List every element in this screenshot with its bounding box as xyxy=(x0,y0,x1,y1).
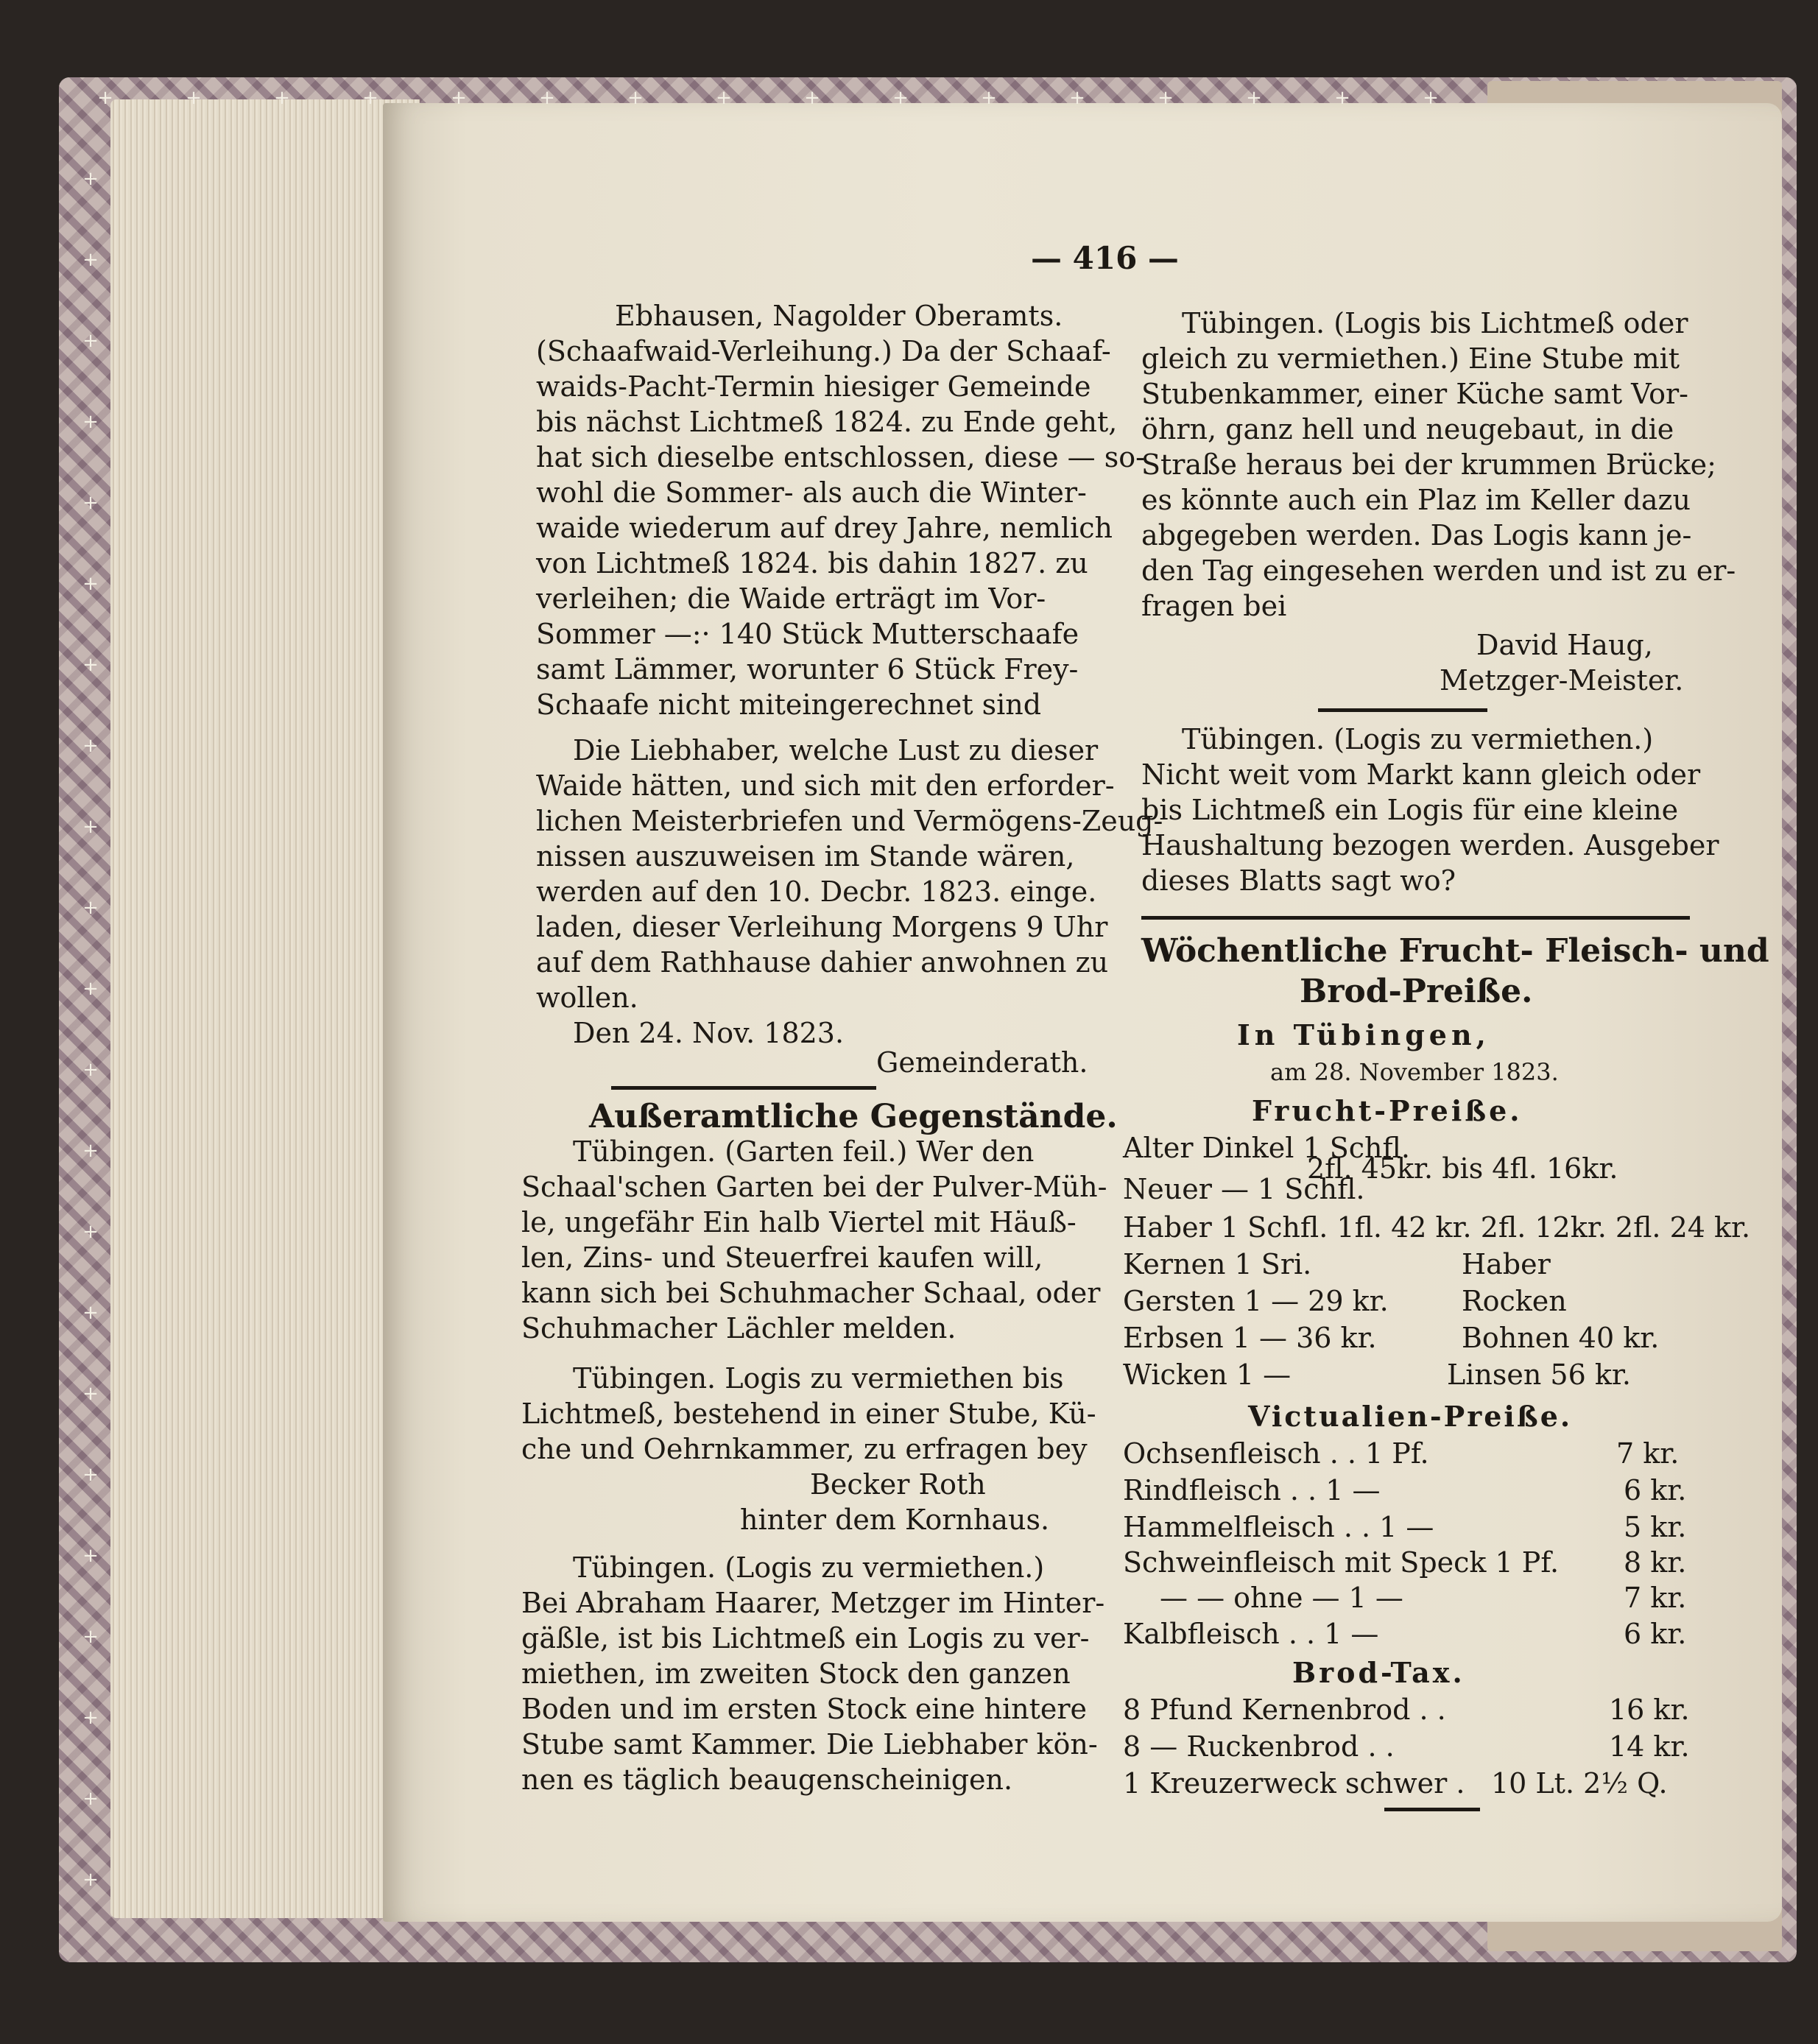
cover-cross-icon: + xyxy=(82,978,99,1000)
section-rule xyxy=(1384,1808,1480,1811)
price-value: 7 kr. xyxy=(1616,1437,1680,1470)
text-line: Schaal'schen Garten bei der Pulver-Müh- xyxy=(521,1171,1107,1203)
price-row: Haber 1 Schfl. 1fl. 42 kr. 2fl. 12kr. 2fl. 24 kr. xyxy=(1123,1211,1751,1244)
cover-cross-icon: + xyxy=(82,1788,99,1810)
cover-cross-icon: + xyxy=(1334,87,1350,109)
heading-ebhausen: Ebhausen, Nagolder Oberamts. xyxy=(615,300,1063,332)
text-line: len, Zins- und Steuerfrei kaufen will, xyxy=(521,1241,1043,1274)
section-rule xyxy=(1141,916,1690,920)
text-line: le, ungefähr Ein halb Viertel mit Häuß- xyxy=(521,1206,1077,1238)
text-line: Die Liebhaber, welche Lust zu dieser xyxy=(573,734,1099,766)
cover-cross-icon: + xyxy=(981,87,997,109)
text-line: lichen Meisterbriefen und Vermögens-Zeug- xyxy=(536,805,1163,837)
price-value: 7 kr. xyxy=(1624,1582,1687,1614)
text-line: Metzger-Meister. xyxy=(1440,664,1684,697)
cover-cross-icon: + xyxy=(82,411,99,433)
date-line: Den 24. Nov. 1823. xyxy=(573,1017,845,1049)
price-row: Erbsen 1 — 36 kr. xyxy=(1123,1322,1377,1354)
subheading: Frucht-Preiße. xyxy=(1252,1094,1523,1127)
signature-gemeinderath: Gemeinderath. xyxy=(876,1046,1088,1079)
text-line: Schaafe nicht miteingerechnet sind xyxy=(536,688,1042,721)
cover-cross-icon: + xyxy=(82,1059,99,1081)
page-number: — 416 — xyxy=(1031,240,1179,276)
cover-cross-icon: + xyxy=(82,1302,99,1324)
text-line: hat sich dieselbe entschlossen, diese — so- xyxy=(536,441,1145,473)
text-line: Straße heraus bei der krummen Brücke; xyxy=(1141,448,1716,481)
text-line: laden, dieser Verleihung Morgens 9 Uhr xyxy=(536,911,1108,943)
text-line: David Haug, xyxy=(1476,629,1653,661)
price-value: 6 kr. xyxy=(1624,1474,1687,1506)
text-line: samt Lämmer, worunter 6 Stück Frey- xyxy=(536,653,1079,686)
price-value: 16 kr. xyxy=(1609,1694,1690,1726)
section-rule xyxy=(611,1086,876,1090)
text-line: bis nächst Lichtmeß 1824. zu Ende geht, xyxy=(536,406,1118,438)
cover-cross-icon: + xyxy=(82,330,99,352)
cover-cross-icon: + xyxy=(82,1545,99,1567)
price-row: 1 Kreuzerweck schwer . xyxy=(1123,1767,1465,1800)
text-line: Stubenkammer, einer Küche samt Vor- xyxy=(1141,378,1689,410)
cover-cross-icon: + xyxy=(82,1140,99,1162)
text-line: dieses Blatts sagt wo? xyxy=(1141,864,1456,897)
text-line: Bei Abraham Haarer, Metzger im Hinter- xyxy=(521,1587,1105,1619)
cover-cross-icon: + xyxy=(892,87,909,109)
cover-cross-icon: + xyxy=(716,87,732,109)
text-line: Schuhmacher Lächler melden. xyxy=(521,1312,956,1345)
cover-cross-icon: + xyxy=(82,492,99,514)
text-line: Tübingen. Logis zu vermiethen bis xyxy=(573,1362,1064,1395)
text-line: che und Oehrnkammer, zu erfragen bey xyxy=(521,1433,1088,1465)
cover-cross-icon: + xyxy=(82,1707,99,1729)
cover-cross-icon: + xyxy=(82,816,99,838)
text-line: Stube samt Kammer. Die Liebhaber kön- xyxy=(521,1728,1098,1761)
place-line: In Tübingen, xyxy=(1237,1018,1490,1051)
text-line: gleich zu vermiethen.) Eine Stube mit xyxy=(1141,342,1680,375)
text-line: Waide hätten, und sich mit den erforder- xyxy=(536,769,1115,802)
text-line: (Schaafwaid-Verleihung.) Da der Schaaf- xyxy=(536,335,1111,367)
text-line: waide wiederum auf drey Jahre, nemlich xyxy=(536,512,1113,544)
price-row: Rindfleisch . . 1 — xyxy=(1123,1474,1381,1506)
price-row: Ochsenfleisch . . 1 Pf. xyxy=(1123,1437,1429,1470)
price-row: 8 — Ruckenbrod . . xyxy=(1123,1730,1395,1763)
price-row: Schweinfleisch mit Speck 1 Pf. xyxy=(1123,1546,1560,1579)
cover-cross-icon: + xyxy=(82,1383,99,1405)
price-row: Kernen 1 Sri. xyxy=(1123,1248,1312,1280)
cover-cross-icon: + xyxy=(362,87,378,109)
date-line: am 28. November 1823. xyxy=(1270,1058,1559,1086)
text-line: Boden und im ersten Stock eine hintere xyxy=(521,1693,1088,1725)
price-value: 14 kr. xyxy=(1609,1730,1690,1763)
text-line: von Lichtmeß 1824. bis dahin 1827. zu xyxy=(536,547,1088,579)
price-value: 6 kr. xyxy=(1624,1618,1687,1650)
price-value: Bohnen 40 kr. xyxy=(1462,1322,1660,1354)
cover-cross-icon: + xyxy=(97,87,113,109)
text-line: Tübingen. (Garten feil.) Wer den xyxy=(573,1135,1035,1168)
text-line: verleihen; die Waide erträgt im Vor- xyxy=(536,582,1046,615)
price-row: Kalbfleisch . . 1 — xyxy=(1123,1618,1379,1650)
cover-cross-icon: + xyxy=(186,87,202,109)
price-row: — — ohne — 1 — xyxy=(1160,1582,1403,1614)
text-line: öhrn, ganz hell und neugebaut, in die xyxy=(1141,413,1674,445)
cover-cross-icon: + xyxy=(274,87,290,109)
cover-cross-icon: + xyxy=(82,654,99,676)
text-line: Tübingen. (Logis bis Lichtmeß oder xyxy=(1182,307,1688,339)
text-line: Becker Roth xyxy=(810,1468,986,1501)
cover-cross-icon: + xyxy=(1246,87,1262,109)
text-line: Tübingen. (Logis zu vermiethen.) xyxy=(1182,723,1654,755)
text-line: gäßle, ist bis Lichtmeß ein Logis zu ver- xyxy=(521,1622,1090,1654)
text-line: wohl die Sommer- als auch die Winter- xyxy=(536,476,1087,509)
subheading: Victualien-Preiße. xyxy=(1248,1400,1573,1433)
text-line: werden auf den 10. Decbr. 1823. einge. xyxy=(536,875,1097,908)
price-value: Rocken xyxy=(1462,1285,1567,1317)
price-row: 8 Pfund Kernenbrod . . xyxy=(1123,1694,1446,1726)
cover-cross-icon: + xyxy=(1069,87,1085,109)
section-heading: Außeramtliche Gegenstände. xyxy=(589,1098,1118,1135)
cover-cross-icon: + xyxy=(82,249,99,271)
cover-cross-icon: + xyxy=(82,1626,99,1648)
cover-cross-icon: + xyxy=(451,87,467,109)
cover-cross-icon: + xyxy=(1423,87,1439,109)
price-row: Gersten 1 — 29 kr. xyxy=(1123,1285,1389,1317)
price-value: 2fl. 45kr. bis 4fl. 16kr. xyxy=(1307,1152,1618,1185)
text-line: wollen. xyxy=(536,982,638,1014)
price-row: Wicken 1 — xyxy=(1123,1358,1292,1391)
text-line: kann sich bei Schuhmacher Schaal, oder xyxy=(521,1277,1101,1309)
text-line: Lichtmeß, bestehend in einer Stube, Kü- xyxy=(521,1398,1096,1430)
section-rule xyxy=(1318,708,1487,712)
text-line: bis Lichtmeß ein Logis für eine kleine xyxy=(1141,794,1679,826)
cover-cross-icon: + xyxy=(82,897,99,919)
text-line: den Tag eingesehen werden und ist zu er- xyxy=(1141,554,1736,587)
cover-cross-icon: + xyxy=(82,1869,99,1891)
text-line: Nicht weit vom Markt kann gleich oder xyxy=(1141,758,1701,791)
subheading: Brod-Tax. xyxy=(1292,1656,1465,1689)
cover-cross-icon: + xyxy=(1158,87,1174,109)
cover-cross-icon: + xyxy=(82,1464,99,1486)
cover-cross-icon: + xyxy=(804,87,820,109)
text-line: abgegeben werden. Das Logis kann je- xyxy=(1141,519,1692,551)
price-value: 10 Lt. 2½ Q. xyxy=(1491,1767,1668,1800)
price-row: Alter Dinkel 1 Schfl. xyxy=(1123,1132,1410,1164)
cover-cross-icon: + xyxy=(82,1221,99,1243)
text-line: miethen, im zweiten Stock den ganzen xyxy=(521,1657,1071,1690)
cover-cross-icon: + xyxy=(627,87,644,109)
cover-cross-icon: + xyxy=(82,735,99,757)
price-value: 5 kr. xyxy=(1624,1511,1687,1543)
price-value: Haber xyxy=(1462,1248,1551,1280)
text-line: waids-Pacht-Termin hiesiger Gemeinde xyxy=(536,370,1091,403)
text-line: auf dem Rathhause dahier anwohnen zu xyxy=(536,946,1109,979)
text-line: nissen auszuweisen im Stande wären, xyxy=(536,840,1075,873)
section-heading: Wöchentliche Frucht- Fleisch- und xyxy=(1141,932,1769,970)
section-heading: Brod-Preiße. xyxy=(1300,973,1533,1010)
cover-cross-icon: + xyxy=(82,168,99,190)
text-line: fragen bei xyxy=(1141,590,1287,622)
cover-cross-icon: + xyxy=(82,573,99,595)
text-line: Haushaltung bezogen werden. Ausgeber xyxy=(1141,829,1719,861)
text-line: nen es täglich beaugenscheinigen. xyxy=(521,1763,1013,1796)
text-line: Sommer —:· 140 Stück Mutterschaafe xyxy=(536,618,1079,650)
cover-cross-icon: + xyxy=(539,87,555,109)
price-row: Hammelfleisch . . 1 — xyxy=(1123,1511,1434,1543)
price-value: 8 kr. xyxy=(1624,1546,1687,1579)
price-row: Neuer — 1 Schfl. xyxy=(1123,1173,1365,1205)
text-line: Tübingen. (Logis zu vermiethen.) xyxy=(573,1551,1045,1584)
text-line: hinter dem Kornhaus. xyxy=(740,1504,1050,1536)
text-line: es könnte auch ein Plaz im Keller dazu xyxy=(1141,484,1691,516)
price-value: Linsen 56 kr. xyxy=(1447,1358,1631,1391)
